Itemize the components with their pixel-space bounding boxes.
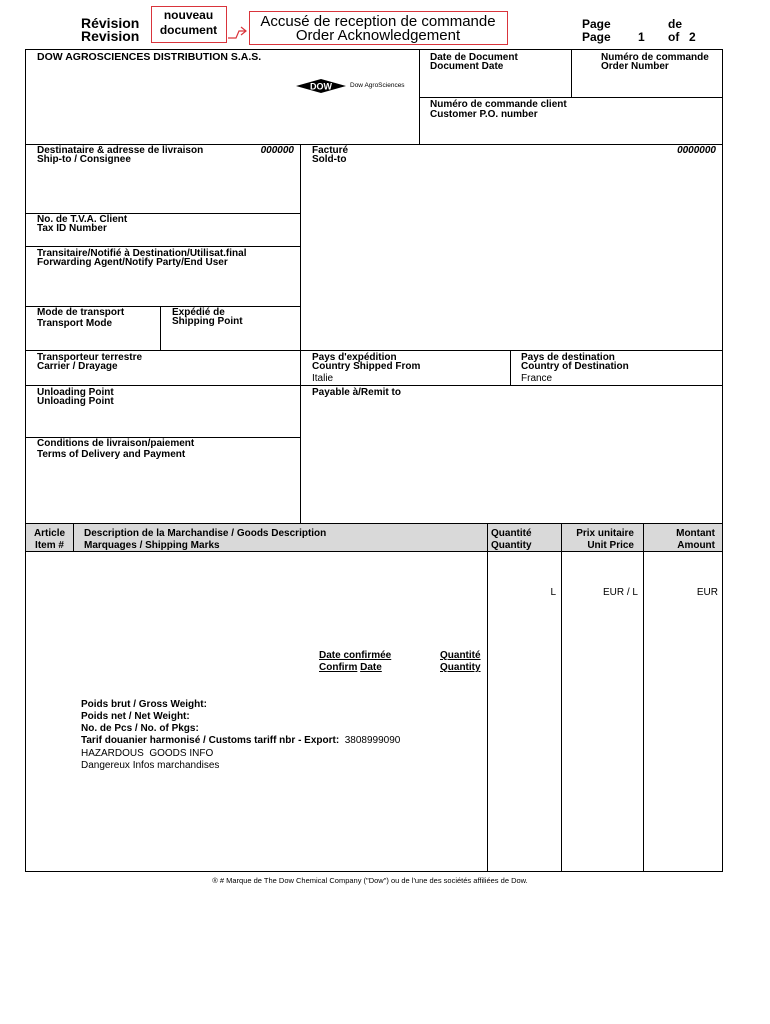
frame-bottom-line <box>25 871 723 872</box>
col-amount-header-en: Amount <box>677 540 715 551</box>
col-price-header-en: Unit Price <box>587 540 634 551</box>
of-label-fr: de <box>668 17 683 31</box>
new-document-annotation <box>151 6 227 43</box>
page-total: 2 <box>689 30 696 44</box>
tax-id-label-en: Tax ID Number <box>37 223 107 234</box>
country-dest-label-en: Country of Destination <box>521 361 629 372</box>
country-from-label-en: Country Shipped From <box>312 361 421 372</box>
forwarding-agent-label-en: Forwarding Agent/Notify Party/End User <box>37 257 228 268</box>
unloading-point-label-en: Unloading Point <box>37 396 114 407</box>
country-from-value: Italie <box>312 373 334 384</box>
dow-diamond-icon <box>296 79 346 93</box>
sold-to-label-fr: Facturé <box>312 145 349 156</box>
terms-label-fr: Conditions de livraison/paiement <box>37 438 195 449</box>
dow-logo <box>296 79 405 98</box>
page-number: 1 <box>638 30 645 44</box>
doc-date-label-en: Document Date <box>430 61 504 72</box>
amount-unit: EUR <box>696 587 718 598</box>
dow-logo-text: DOW <box>310 81 332 92</box>
divider <box>487 523 488 872</box>
order-number-label-fr: Numéro de commande <box>601 52 709 63</box>
divider <box>73 523 74 551</box>
forwarding-agent-label-fr: Transitaire/Notifié à Destination/Utilisat.final <box>37 248 247 259</box>
net-weight-label: Poids net / Net Weight: <box>81 711 190 722</box>
confirm-date-label-fr: Date confirmée <box>319 650 392 661</box>
divider <box>643 523 644 872</box>
pkgs-label: No. de Pcs / No. of Pkgs: <box>81 723 199 734</box>
dow-logo-subtitle: Dow AgroSciences <box>350 82 405 89</box>
hazard-info-fr: Dangereux Infos marchandises <box>81 760 220 771</box>
title-fr: Accusé de reception de commande <box>260 13 496 30</box>
divider <box>300 144 301 523</box>
ship-to-code: 000000 <box>260 145 294 156</box>
price-unit: EUR / L <box>602 587 638 598</box>
page-label-en: Page <box>582 30 611 44</box>
table-top-line <box>25 523 723 524</box>
customer-po-label-fr: Numéro de commande client <box>430 99 567 110</box>
table-header-bottom-line <box>25 551 723 552</box>
divider <box>25 246 300 247</box>
country-from-label-fr: Pays d'expédition <box>312 352 397 363</box>
confirm-qty-label-en: Quantity <box>440 662 481 673</box>
carrier-label-fr: Transporteur terrestre <box>37 352 143 363</box>
company-name: DOW AGROSCIENCES DISTRIBUTION S.A.S. <box>37 51 262 63</box>
divider <box>25 350 723 351</box>
sold-to-code: 0000000 <box>677 145 716 156</box>
page-label-fr: Page <box>582 17 611 31</box>
unloading-point-label-fr: Unloading Point <box>37 387 114 398</box>
col-desc-header-fr: Description de la Marchandise / Goods Description <box>84 528 327 539</box>
hazard-info-en: HAZARDOUS GOODS INFO <box>81 748 214 759</box>
divider <box>25 385 723 386</box>
tariff-label: Tarif douanier harmonisé / Customs tariff nbr - Export: <box>81 735 340 746</box>
qty-unit: L <box>550 587 556 598</box>
col-qty-header-en: Quantity <box>491 540 532 551</box>
new-doc-line2: document <box>159 23 218 37</box>
revision-label-fr: Révision <box>81 15 140 31</box>
remit-to-label: Payable à/Remit to <box>312 387 401 398</box>
divider <box>571 49 572 97</box>
tariff-line <box>81 736 400 746</box>
revision-label-en: Revision <box>81 28 140 44</box>
divider <box>419 97 723 98</box>
order-number-label-en: Order Number <box>601 61 669 72</box>
new-doc-line1: nouveau <box>163 8 214 22</box>
col-qty-header-fr: Quantité <box>491 528 532 539</box>
confirm-qty-label-fr: Quantité <box>440 650 481 661</box>
frame-right-line <box>722 49 723 872</box>
carrier-label-en: Carrier / Drayage <box>37 361 118 372</box>
col-item-header-en: Item # <box>35 540 64 551</box>
divider <box>561 523 562 872</box>
col-price-header-fr: Prix unitaire <box>576 528 634 539</box>
title-en: Order Acknowledgement <box>295 27 461 44</box>
shipping-point-label-en: Shipping Point <box>172 316 243 327</box>
title-annotation <box>249 11 508 45</box>
col-amount-header-fr: Montant <box>676 528 715 539</box>
col-item-header-fr: Article <box>33 528 66 539</box>
country-dest-label-fr: Pays de destination <box>521 352 615 363</box>
customer-po-label-en: Customer P.O. number <box>430 109 538 120</box>
terms-label-en: Terms of Delivery and Payment <box>37 449 186 460</box>
transport-mode-label-fr: Mode de transport <box>37 307 125 318</box>
frame-top-line <box>25 49 723 50</box>
tariff-value: 3808999090 <box>344 735 401 746</box>
doc-date-label-fr: Date de Document <box>430 52 518 63</box>
shipping-point-label-fr: Expédié de <box>172 307 225 318</box>
transport-mode-label-en: Transport Mode <box>37 318 113 329</box>
divider <box>510 350 511 385</box>
divider <box>160 306 161 350</box>
trademark-footer: ® # Marque de The Dow Chemical Company ("Dow") ou de l'une des sociétés affiliées de Dow. <box>212 876 528 885</box>
ship-to-label-fr: Destinataire & adresse de livraison <box>37 145 204 156</box>
col-desc-header-en: Marquages / Shipping Marks <box>84 540 220 551</box>
gross-weight-label: Poids brut / Gross Weight: <box>81 699 207 710</box>
ship-to-label-en: Ship-to / Consignee <box>37 154 131 165</box>
frame-left-line <box>25 49 26 872</box>
annotation-arrow-icon <box>227 22 249 40</box>
of-label-en: of <box>668 30 680 44</box>
sold-to-label-en: Sold-to <box>312 154 347 165</box>
confirm-date-label-en: Confirm Date <box>319 662 382 673</box>
tax-id-label-fr: No. de T.V.A. Client <box>37 214 128 225</box>
country-dest-value: France <box>521 373 553 384</box>
